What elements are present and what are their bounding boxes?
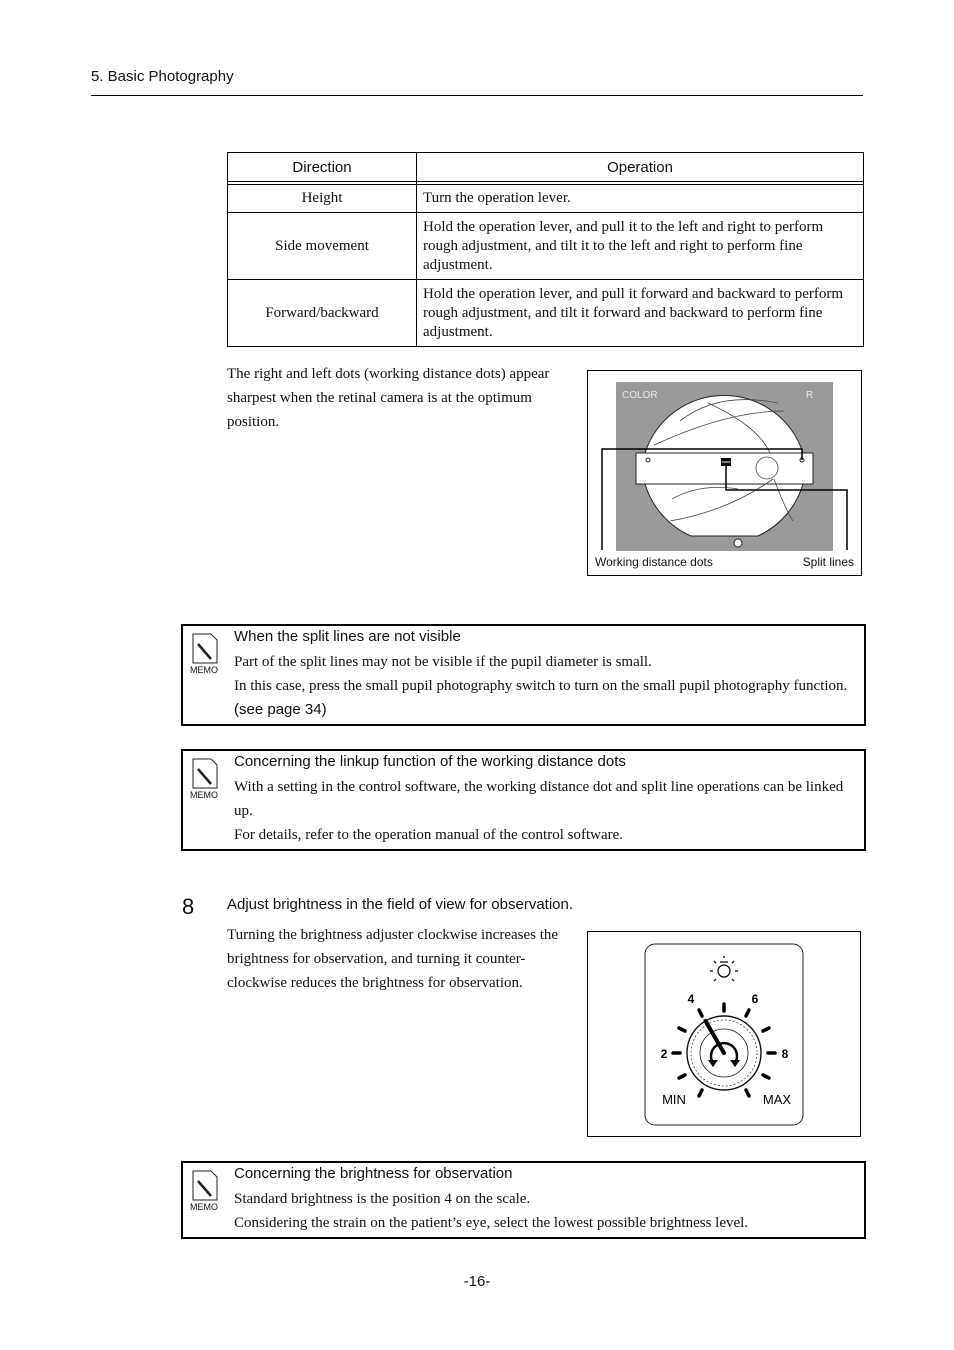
header-rule — [91, 95, 863, 96]
page-reference-link[interactable]: (see page 34) — [234, 701, 327, 718]
svg-text:MEMO: MEMO — [190, 665, 218, 674]
scale-label-8: 8 — [781, 1047, 789, 1061]
memo-line: With a setting in the control software, the working distance dot and split line operations can be linked up. — [234, 779, 844, 819]
memo-line: Considering the strain on the patient’s eye, select the lowest possible brightness level. — [234, 1215, 749, 1231]
svg-text:MEMO: MEMO — [190, 790, 218, 799]
memo-linkup-function — [181, 749, 866, 851]
mode-label: COLOR — [622, 390, 658, 401]
memo-title: Concerning the brightness for observation — [234, 1165, 513, 1182]
section-header: 5. Basic Photography — [91, 68, 234, 85]
observation-screen-figure — [587, 370, 862, 576]
memo-icon — [189, 757, 221, 799]
scale-label-min: MIN — [662, 1092, 686, 1107]
memo-icon — [189, 632, 221, 674]
memo-body — [234, 650, 850, 722]
step-number: 8 — [182, 894, 195, 919]
memo-split-lines — [181, 624, 866, 726]
page-number: -16- — [463, 1273, 491, 1290]
table-cell-direction: Height — [228, 185, 417, 213]
memo-body — [234, 775, 850, 847]
scale-label-max: MAX — [762, 1092, 792, 1107]
scale-label-6: 6 — [751, 992, 759, 1006]
table-row — [228, 213, 864, 280]
table-cell-operation: Hold the operation lever, and pull it to the left and right to perform rough adjustment, and tilt it to the left and right to perform fine adjustment. — [417, 213, 864, 280]
fixation-lamp — [734, 539, 742, 547]
memo-line: Part of the split lines may not be visible if the pupil diameter is small. — [234, 654, 652, 670]
step-title: Adjust brightness in the field of view for observation. — [227, 896, 574, 913]
table-header-direction: Direction — [228, 153, 417, 182]
operation-table — [227, 152, 864, 347]
svg-text:MEMO: MEMO — [190, 1202, 218, 1211]
memo-brightness — [181, 1161, 866, 1239]
memo-line: Standard brightness is the position 4 on the scale. — [234, 1191, 531, 1207]
table-cell-direction: Side movement — [228, 213, 417, 280]
table-row — [228, 280, 864, 347]
memo-body — [234, 1187, 850, 1235]
scale-label-2: 2 — [660, 1047, 668, 1061]
memo-title: When the split lines are not visible — [234, 628, 461, 645]
scale-label-4: 4 — [687, 992, 695, 1006]
table-row — [228, 185, 864, 213]
eye-label: R — [806, 390, 814, 401]
brightness-description: Turning the brightness adjuster clockwise increases the brightness for observation, and turning it counter-clockwise reduces the brightness for observation. — [227, 927, 559, 991]
observation-screen-illustration — [588, 371, 861, 575]
memo-line: In this case, press the small pupil photography switch to turn on the small pupil photography function. (see page 34) — [234, 678, 848, 718]
working-distance-description: The right and left dots (working distance dots) appear sharpest when the retinal camera is at the optimum position. — [227, 366, 550, 430]
table-cell-operation: Turn the operation lever. — [417, 185, 864, 213]
table-cell-direction: Forward/backward — [228, 280, 417, 347]
memo-icon — [189, 1169, 221, 1211]
center-band — [636, 453, 813, 484]
memo-title: Concerning the linkup function of the working distance dots — [234, 753, 626, 770]
table-header-operation: Operation — [417, 153, 864, 182]
brightness-dial-illustration — [588, 932, 860, 1136]
working-distance-caption: Working distance dots — [595, 555, 713, 569]
memo-line: For details, refer to the operation manual of the control software. — [234, 827, 624, 843]
split-lines-caption: Split lines — [802, 555, 854, 569]
brightness-dial-figure — [587, 931, 861, 1137]
table-cell-operation: Hold the operation lever, and pull it forward and backward to perform rough adjustment, and tilt it forward and backward to perform fine adjustment. — [417, 280, 864, 347]
